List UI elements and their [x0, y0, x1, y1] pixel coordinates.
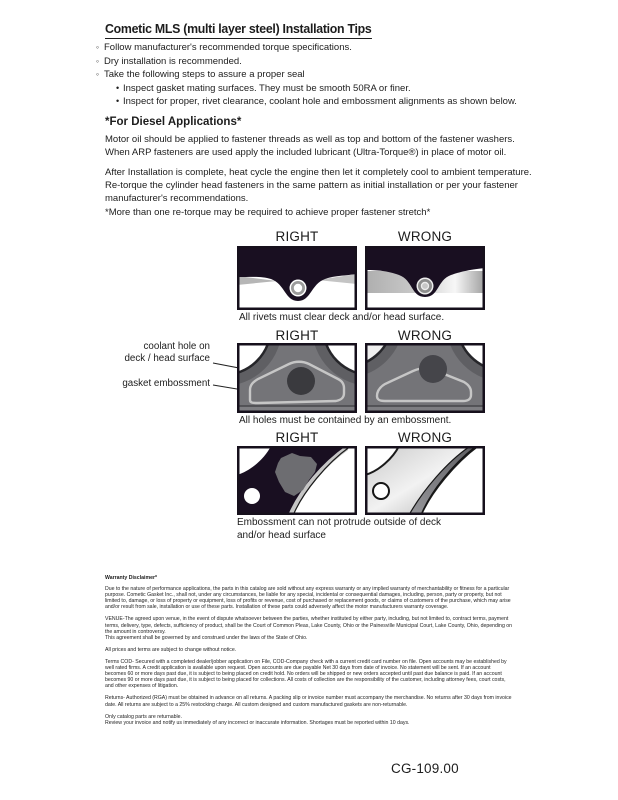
diagram-rivet-right-panel — [237, 246, 357, 310]
disclaimer-paragraph: Only catalog parts are returnable. — [105, 713, 182, 720]
disclaimer-paragraph: VENUE-The agreed upon venue, in the event of dispute whatsoever between the parties, whether instituted by either party, including, but not limited to, contract terms, payment terms, delivery, type, defects, sufficiency of product, shall be the Court of Common Pleas, Lake County, Ohio or the Painesville Municipal Court, Lake County, Ohio, depending on the amount in controversy. — [105, 616, 513, 635]
diagram-embossment-wrong-panel — [365, 446, 485, 515]
wrong-label: WRONG — [397, 328, 453, 343]
list-item — [96, 41, 536, 55]
warranty-disclaimer — [105, 575, 513, 732]
wrong-label: WRONG — [397, 430, 453, 445]
page-title: Cometic MLS (multi layer steel) Installation Tips — [105, 21, 371, 39]
right-label: RIGHT — [275, 430, 319, 445]
diagram-caption: Embossment can not protrude outside of deck and/or head surface — [237, 517, 442, 541]
disclaimer-paragraph: This agreement shall be governed by and construed under the laws of the State of Ohio. — [105, 634, 308, 641]
installation-tips-list — [96, 41, 536, 109]
wrong-label: WRONG — [397, 229, 453, 244]
list-item — [96, 68, 536, 82]
page-code: CG-109.00 — [391, 761, 459, 776]
diagram-coolant-wrong-panel — [365, 343, 485, 413]
open-bullet-icon: ◦ — [96, 69, 100, 80]
disclaimer-paragraph: Terms COD- Secured with a completed dealer/jobber application on File, COD-Company check with a current credit card number on file. Open accounts may be established by well rated firms. A credit application is available upon request. Open accounts are due payable Net 30 days from date of invoice. No statement will be sent. If an account becomes 60 or more days past due, it is subject to being placed on credit hold. No orders will be shipped or new orders accepted until past due balance is paid. If an account becomes 90 or more days past due, it is subject to being placed for collections. All costs of collection are the responsibility of the customer, including attorney fees, court costs, and other expenses of litigation. — [105, 658, 507, 690]
gasket-embossment-annotation: gasket embossment — [122, 378, 210, 389]
list-item — [96, 55, 536, 69]
disclaimer-heading: Warranty Disclaimer* — [105, 575, 157, 581]
disclaimer-paragraph: Due to the nature of performance applications, the parts in this catalog are sold without any express warranty or any implied warranty of merchantability or fitness for a particular purpose. Cometic Gasket Inc., shall not, under any circumstances, be liable for any special, incidental or consequential damages, including, person, party or property, but not limited to, damage, or loss of property or equipment, loss of profits or revenue, cost of purchased or replacement goods, or claims of customers of the purchase, which may arise and/or result from sale, installation or use of these parts. Installation of these parts could adversely affect the motor manufacturers warranty coverage. — [105, 586, 511, 611]
disclaimer-paragraph: Returns- Authorized (RGA) must be obtained in advance on all returns. A packing slip or invoice number must accompany the merchandise. No returns after 30 days from invoice date. All returns are subject to a 25% restocking charge. All custom designed and custom manufactured gaskets are non-returnable. — [105, 695, 512, 708]
diagram-rivet-wrong-panel — [365, 246, 485, 310]
diesel-heading: *For Diesel Applications* — [105, 116, 242, 128]
diesel-paragraph: After Installation is complete, heat cycle the engine then let it completely cool to ambient temperature. Re-torque the cylinder head fasteners in the same pattern as initial installation or per your fastener manufacturer's recommendations. — [105, 167, 532, 205]
open-bullet-icon: ◦ — [96, 42, 100, 52]
diesel-paragraph: Motor oil should be applied to fastener threads as well as top and bottom of the fastener washers. When ARP fasteners are used apply the included lubricant (Ultra-Torque®) in place of motor oil. — [105, 134, 515, 159]
filled-bullet-icon: • — [116, 82, 120, 93]
diagram-caption: All rivets must clear deck and/or head surface. — [239, 312, 445, 323]
coolant-hole-annotation: coolant hole on deck / head surface — [124, 341, 210, 365]
list-item — [96, 95, 536, 109]
tip-text: Inspect gasket mating surfaces. They must be smooth 50RA or finer. — [123, 82, 411, 94]
right-label: RIGHT — [275, 328, 319, 343]
diagram-coolant-right-panel — [237, 343, 357, 413]
tip-text: Follow manufacturer's recommended torque specifications. — [104, 42, 352, 53]
tip-text: Take the following steps to assure a proper seal — [104, 69, 305, 81]
filled-bullet-icon: • — [116, 96, 120, 107]
disclaimer-paragraph: All prices and terms are subject to change without notice. — [105, 646, 237, 653]
diagram-caption: All holes must be contained by an embossment. — [239, 415, 452, 426]
diesel-paragraph: *More than one re-torque may be required to achieve proper fastener stretch* — [105, 207, 431, 218]
tip-text: Dry installation is recommended. — [104, 55, 242, 67]
disclaimer-paragraph: Review your invoice and notify us immediately of any incorrect or inaccurate information. Shortages must be reported within 10 days. — [105, 719, 410, 726]
list-item — [96, 82, 536, 96]
open-bullet-icon: ◦ — [96, 55, 100, 66]
diagram-embossment-right-panel — [237, 446, 357, 515]
right-label: RIGHT — [275, 229, 319, 244]
tip-text: Inspect for proper, rivet clearance, coolant hole and embossment alignments as shown below. — [123, 96, 517, 108]
